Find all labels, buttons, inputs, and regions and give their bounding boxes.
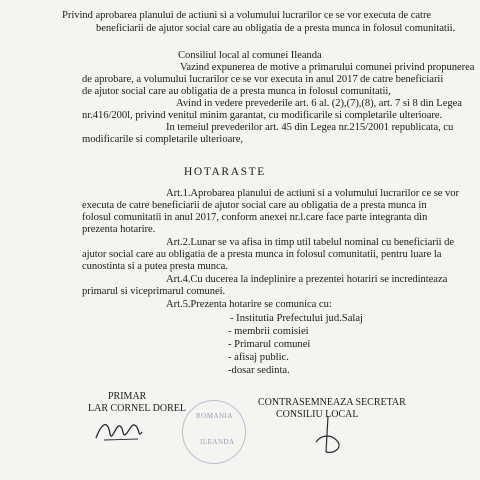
recipient-item: -dosar sedinta.	[228, 365, 290, 376]
article-line: Art.2.Lunar se va afisa in timp util tabelul nominal cu beneficiarii de	[166, 237, 454, 248]
preamble-line: nr.416/200l, privind venitul minim garantat, cu modificarile si completarile ulterioare.	[82, 110, 443, 121]
recipient-item: - Institutia Prefectului jud.Salaj	[230, 313, 363, 324]
secretary-signature	[306, 412, 350, 458]
article-line: cunostinta si a putea presta munca.	[82, 261, 228, 272]
preamble-line: Avind in vedere prevederile art. 6 al. (2),(7),(8), art. 7 si 8 din Legea	[176, 98, 462, 109]
mayor-name: LAR CORNEL DOREL	[88, 403, 186, 414]
article-line: Art.1.Aprobarea planului de actiuni si a volumului lucrarilor ce se vor	[166, 188, 459, 199]
recipient-item: - afisaj public.	[228, 352, 289, 363]
preamble-line: modificarile si completarile ulterioare,	[82, 134, 243, 145]
intro-line: Privind aprobarea planului de actiuni si a volumului lucrarilor ce se vor executa de catre	[62, 10, 432, 21]
mayor-title: PRIMAR	[108, 391, 147, 402]
article-line: folosul comunitatii in anul 2017, conform anexei nr.l.care face parte integranta din	[82, 212, 428, 223]
article-line: ajutor social care au obligatia de a presta munca in folosul comunitatii, pentru luare la	[82, 249, 442, 260]
preamble-line: de aprobare, a volumului lucrarilor ce se vor executa in anul 2017 de catre beneficiarii	[82, 74, 444, 85]
preamble-line: de ajutor social care au obligatia de a presta munca in folosul comunitatii,	[82, 86, 391, 97]
mayor-signature	[92, 412, 146, 446]
official-stamp	[182, 400, 246, 464]
article-line: primarul si viceprimarul comunei.	[82, 286, 226, 297]
decision-title: HOTARASTE	[184, 166, 266, 178]
preamble-line: Vazind expunerea de motive a primarului comunei privind propunerea	[180, 62, 475, 73]
article-line: Art.4.Cu ducerea la indeplinire a prezentei hotariri se incredinteaza	[166, 274, 448, 285]
secretary-title: CONTRASEMNEAZA SECRETAR	[258, 397, 406, 408]
council-line: Consiliul local al comunei Ileanda	[178, 50, 322, 61]
intro-line: beneficiarii de ajutor social care au obligatia de a presta munca in folosul comunitatii.	[96, 23, 456, 34]
recipient-item: - Primarul comunei	[228, 339, 311, 350]
stamp-top-text: ROMANIA	[196, 412, 233, 420]
recipient-item: - membrii comisiei	[228, 326, 309, 337]
preamble-line: In temeiul prevederilor art. 45 din Legea nr.215/2001 republicata, cu	[166, 122, 454, 133]
article-line: prezenta hotarire.	[82, 224, 156, 235]
secretary-subtitle: CONSILIU LOCAL	[276, 409, 359, 420]
article-line: Art.5.Prezenta hotarire se comunica cu:	[166, 299, 332, 310]
article-line: executa de catre beneficiarii de ajutor social care au obligatia de a presta munca in	[82, 200, 427, 211]
stamp-bottom-text: ILEANDA	[200, 438, 235, 446]
